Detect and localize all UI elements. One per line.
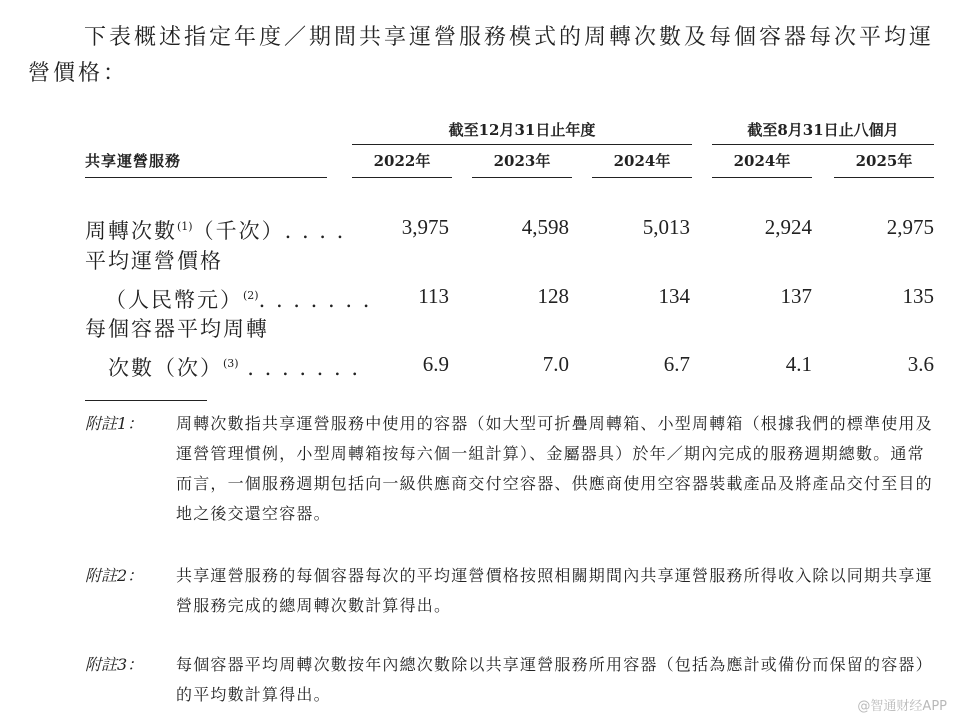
note-1-text: 周轉次數指共享運營服務中使用的容器（如大型可折疊周轉箱、小型周轉箱（根據我們的標準使用及運營管理慣例，小型周轉箱按每六個一組計算）、金屬器具）於年／期內完成的服務週期總數。通常而言，一個服務週期包括向一級供應商交付空容器、供應商使用空容器裝載產品及將產品交付至目的地之後交還空容器。	[176, 414, 933, 523]
year-rule-2025-8m	[834, 177, 934, 178]
year-header-2023: 2023年	[493, 152, 551, 170]
table-cell: 6.7	[663, 352, 690, 376]
table-cell: 4.1	[785, 352, 812, 376]
year-header-2024-8m: 2024年	[733, 152, 791, 170]
table-cell: 6.9	[422, 352, 449, 376]
group-header-fiscal-year: 截至12月31日止年度	[448, 121, 596, 139]
row-label-avg-price-unit: （人民幣元）$^{(2)}$. . . . . . .	[105, 288, 372, 312]
year-rule-2024-8m	[712, 177, 812, 178]
service-header: 共享運營服務	[85, 152, 182, 170]
year-rule-2022	[352, 177, 452, 178]
notes-divider	[85, 400, 207, 401]
table-cell: 7.0	[542, 352, 569, 376]
table-cell: 3.6	[907, 352, 934, 376]
note-3-text: 每個容器平均周轉次數按年內總次數除以共享運營服務所用容器（包括為應計或備份而保留的容器）的平均數計算得出。	[176, 655, 933, 704]
note-3-label: 附註3：	[85, 655, 144, 674]
table-cell: 135	[902, 284, 934, 308]
table-cell: 113	[418, 284, 449, 308]
group-rule-eight-months	[712, 144, 934, 145]
row-label-avg-turns-unit: 次數（次）$^{(3)}$ . . . . . . .	[108, 356, 361, 380]
group-rule-fiscal-year	[352, 144, 692, 145]
row-label-avg-turns: 每個容器平均周轉	[85, 317, 269, 341]
year-header-2024: 2024年	[613, 152, 671, 170]
note-1-label: 附註1：	[85, 414, 144, 433]
year-header-2022: 2022年	[373, 152, 431, 170]
table-cell: 128	[537, 284, 569, 308]
table-cell: 2,924	[764, 215, 812, 239]
table-cell: 4,598	[521, 215, 569, 239]
intro-paragraph: 下表概述指定年度／期間共享運營服務模式的周轉次數及每個容器每次平均運營價格：	[28, 25, 935, 86]
table-cell: 137	[780, 284, 812, 308]
table-cell: 2,975	[886, 215, 934, 239]
group-header-eight-months: 截至8月31日止八個月	[747, 121, 899, 139]
row-label-turnover: 周轉次數$^{(1)}$（千次）. . . .	[85, 219, 346, 243]
year-header-2025-8m: 2025年	[855, 152, 913, 170]
table-cell: 5,013	[642, 215, 690, 239]
year-rule-2023	[472, 177, 572, 178]
year-rule-2024	[592, 177, 692, 178]
watermark: @智通财经APP	[857, 699, 947, 714]
note-2-text: 共享運營服務的每個容器每次的平均運營價格按照相關期間內共享運營服務所得收入除以同期共享運營服務完成的總周轉次數計算得出。	[176, 566, 933, 615]
table-cell: 134	[658, 284, 690, 308]
service-header-rule	[85, 177, 327, 178]
note-2-label: 附註2：	[85, 566, 144, 585]
table-cell: 3,975	[401, 215, 449, 239]
row-label-avg-price: 平均運營價格	[85, 249, 223, 273]
